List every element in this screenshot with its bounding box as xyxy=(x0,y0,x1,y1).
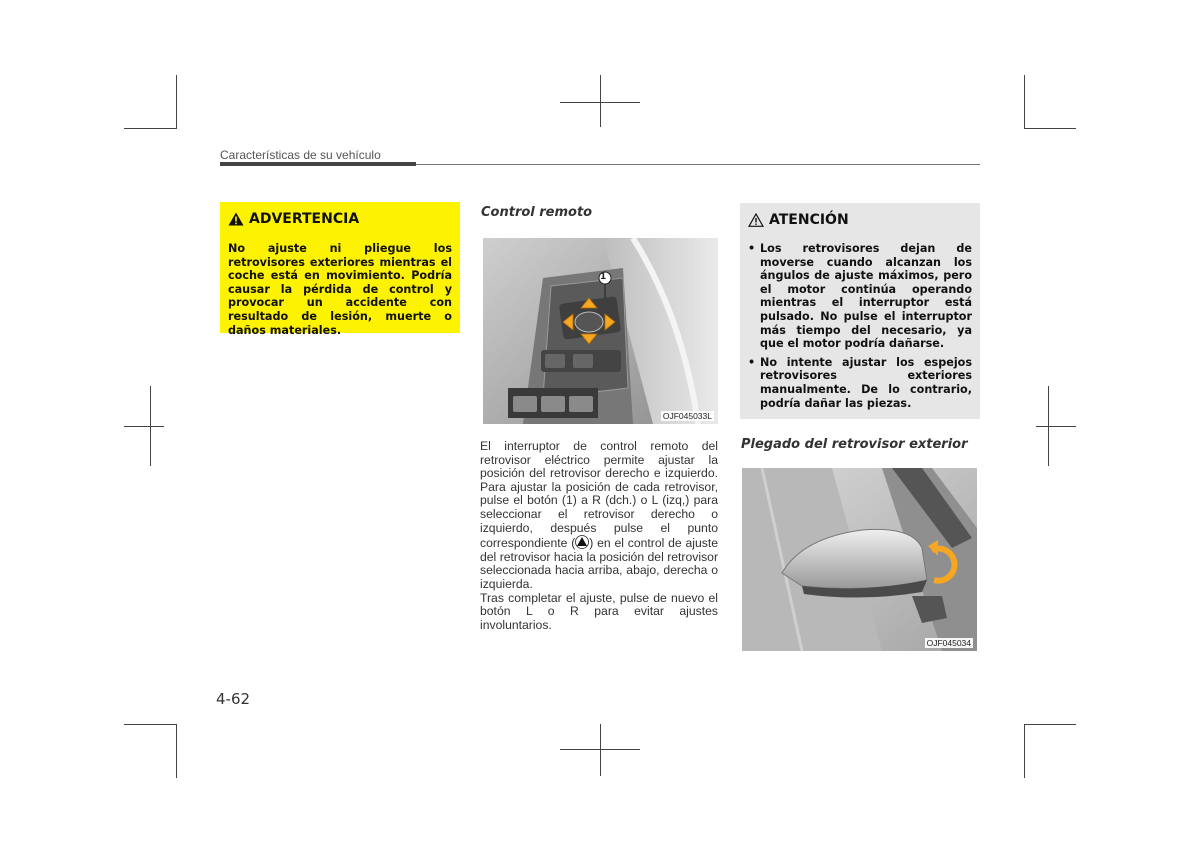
paragraph xyxy=(480,440,718,592)
caution-box xyxy=(740,203,980,419)
crop-mark xyxy=(600,75,601,127)
caution-heading xyxy=(748,212,972,228)
mirror-illustration xyxy=(742,468,977,651)
paragraph-text: El interruptor de control remoto del retrovisor eléctrico permite ajustar la posición del retrovisor derecho e izquierdo. Para ajustar la posición de cada retrovisor, pulse el botón (1) a R (dch.) o L (izq,) para seleccionar el retrovisor derecho o izquierdo, después pulse el punto correspondiente ( xyxy=(480,439,718,551)
caution-list xyxy=(748,242,972,410)
door-switch-illustration xyxy=(483,238,718,424)
mirror-folding-photo xyxy=(742,468,977,651)
image-code: OJF045033L xyxy=(662,411,712,421)
warning-heading xyxy=(228,211,452,227)
crop-mark xyxy=(1024,724,1025,778)
crop-mark xyxy=(1036,426,1076,427)
caution-item: • Los retrovisores dejan de moverse cuando alcanzan los ángulos de ajuste máximos, pero el motor continúa operando mientras el interruptor está pulsado. No pulse el interruptor más tiempo del necesario, ya que el motor podría dañarse. xyxy=(748,242,972,351)
remote-control-description xyxy=(480,440,718,632)
image-code: OJF045034 xyxy=(926,638,971,648)
remote-control-title: Control remoto xyxy=(481,205,593,220)
crop-mark xyxy=(176,75,177,129)
crop-mark xyxy=(1024,75,1025,129)
warning-body: No ajuste ni pliegue los retrovisores exteriores mientras el coche está en movimiento. Podría causar la pérdida de control y provocar un accidente con resultado de lesión, muerte o daños materiales. xyxy=(228,242,452,337)
crop-mark xyxy=(560,102,640,103)
door-switch-photo xyxy=(483,238,718,424)
paragraph: Tras completar el ajuste, pulse de nuevo el botón L o R para evitar ajustes involuntarios. xyxy=(480,590,718,632)
crop-mark xyxy=(124,724,176,725)
crop-mark xyxy=(176,724,177,778)
caution-title: ATENCIÓN xyxy=(769,212,849,228)
mirror-folding-title: Plegado del retrovisor exterior xyxy=(741,437,968,452)
triangle-point-icon xyxy=(575,535,589,549)
warning-title: ADVERTENCIA xyxy=(249,211,360,227)
caution-item: • No intente ajustar los espejos retrovisores exteriores manualmente. De lo contrario, podría dañar las piezas. xyxy=(748,356,972,410)
header-rule xyxy=(416,164,980,165)
paragraph-text: ) en el control de ajuste del retrovisor hacia la posición del retrovisor seleccionada hacia arriba, abajo, derecha o izquierda. xyxy=(480,536,718,591)
crop-mark xyxy=(1024,724,1076,725)
warning-box xyxy=(220,202,460,337)
callout-number: 1 xyxy=(600,272,607,282)
header-bar xyxy=(220,162,416,166)
crop-mark xyxy=(1024,128,1076,129)
crop-mark xyxy=(600,724,601,776)
page-number: 4-62 xyxy=(216,690,251,708)
section-header: Características de su vehículo xyxy=(220,148,381,162)
crop-mark xyxy=(560,749,640,750)
caution-triangle-icon xyxy=(748,213,764,227)
crop-mark xyxy=(124,426,164,427)
crop-mark xyxy=(124,128,176,129)
warning-triangle-icon xyxy=(228,212,244,226)
